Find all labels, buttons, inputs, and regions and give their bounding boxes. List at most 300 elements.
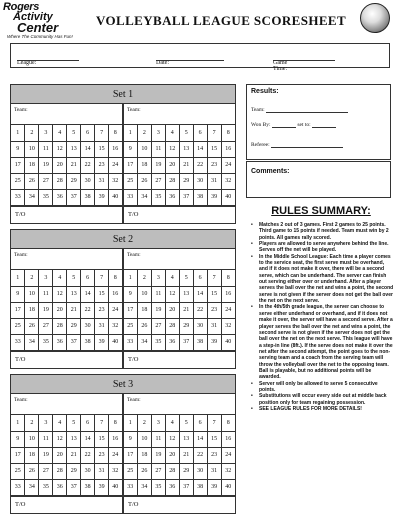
volleyball-icon [360, 3, 390, 33]
score-cell[interactable]: 19 [39, 302, 53, 318]
score-cell[interactable]: 26 [25, 463, 39, 479]
referee-field[interactable] [251, 142, 343, 148]
score-cell[interactable]: 25 [11, 173, 25, 189]
score-cell[interactable]: 16 [221, 141, 235, 157]
score-cell[interactable]: 21 [67, 447, 81, 463]
score-cell[interactable]: 7 [207, 415, 221, 431]
score-cell[interactable]: 38 [81, 479, 95, 495]
set-1-team-right[interactable]: Team: [127, 107, 141, 113]
score-cell[interactable]: 25 [124, 173, 138, 189]
score-cell[interactable]: 10 [137, 431, 151, 447]
score-row [124, 286, 236, 302]
score-cell[interactable]: 24 [221, 447, 235, 463]
score-cell[interactable]: 26 [137, 318, 151, 334]
score-cell[interactable]: 4 [165, 125, 179, 141]
score-cell[interactable]: 37 [67, 334, 81, 350]
score-cell[interactable]: 33 [124, 189, 138, 205]
score-cell[interactable]: 39 [95, 479, 109, 495]
score-cell[interactable]: 29 [67, 463, 81, 479]
won-by-label: Won By: [251, 122, 271, 128]
score-cell[interactable]: 22 [81, 302, 95, 318]
score-cell[interactable]: 35 [39, 189, 53, 205]
score-cell[interactable]: 35 [39, 479, 53, 495]
score-cell[interactable]: 28 [165, 318, 179, 334]
set-1-timeout-right[interactable]: T/O [128, 210, 139, 218]
score-cell[interactable]: 11 [39, 286, 53, 302]
score-cell[interactable]: 2 [137, 270, 151, 286]
score-cell[interactable]: 3 [39, 125, 53, 141]
score-cell[interactable]: 30 [193, 318, 207, 334]
score-cell[interactable]: 14 [81, 286, 95, 302]
score-cell[interactable]: 14 [193, 141, 207, 157]
score-cell[interactable]: 15 [95, 286, 109, 302]
score-cell[interactable]: 27 [39, 318, 53, 334]
score-cell[interactable]: 13 [179, 286, 193, 302]
score-cell[interactable]: 4 [53, 125, 67, 141]
score-cell[interactable]: 23 [95, 302, 109, 318]
league-label: League: [17, 60, 37, 66]
score-cell[interactable]: 34 [25, 189, 39, 205]
score-cell[interactable]: 19 [151, 157, 165, 173]
set-2-score-grid-right [124, 270, 236, 351]
score-cell[interactable]: 23 [95, 157, 109, 173]
score-cell[interactable]: 26 [137, 173, 151, 189]
referee-label: Referee: [251, 142, 270, 148]
score-cell[interactable]: 37 [179, 479, 193, 495]
score-cell[interactable]: 22 [193, 157, 207, 173]
score-cell[interactable]: 18 [25, 447, 39, 463]
results-won-by-field[interactable] [251, 122, 336, 128]
rule-item: • Players are allowed to serve anywhere behind the line. Serves off the net will be played. [250, 241, 394, 254]
score-cell[interactable]: 38 [193, 479, 207, 495]
score-cell[interactable]: 20 [165, 157, 179, 173]
score-cell[interactable]: 27 [39, 463, 53, 479]
score-cell[interactable]: 8 [109, 125, 123, 141]
score-cell[interactable]: 28 [165, 173, 179, 189]
date-input-line[interactable] [156, 60, 224, 61]
score-cell[interactable]: 17 [124, 302, 138, 318]
score-cell[interactable]: 8 [221, 415, 235, 431]
score-cell[interactable]: 20 [165, 302, 179, 318]
score-cell[interactable]: 40 [109, 479, 123, 495]
score-cell[interactable]: 2 [137, 415, 151, 431]
score-cell[interactable]: 9 [124, 286, 138, 302]
rule-item: • SEE LEAGUE RULES FOR MORE DETAILS! [250, 406, 394, 412]
score-row [11, 270, 123, 286]
score-cell[interactable]: 1 [124, 125, 138, 141]
score-cell[interactable]: 37 [67, 479, 81, 495]
set-3-team-right[interactable]: Team: [127, 397, 141, 403]
score-cell[interactable]: 11 [151, 431, 165, 447]
score-cell[interactable]: 34 [137, 334, 151, 350]
score-cell[interactable]: 35 [151, 479, 165, 495]
set-1-block [10, 84, 236, 224]
score-cell[interactable]: 11 [39, 431, 53, 447]
score-cell[interactable]: 28 [165, 463, 179, 479]
score-cell[interactable]: 11 [151, 286, 165, 302]
score-row [124, 318, 236, 334]
score-cell[interactable]: 3 [39, 270, 53, 286]
score-cell[interactable]: 34 [137, 479, 151, 495]
score-cell[interactable]: 3 [151, 270, 165, 286]
score-cell[interactable]: 2 [25, 270, 39, 286]
score-cell[interactable]: 18 [137, 447, 151, 463]
score-cell[interactable]: 34 [25, 479, 39, 495]
score-cell[interactable]: 30 [81, 318, 95, 334]
score-cell[interactable]: 38 [193, 189, 207, 205]
score-cell[interactable]: 38 [81, 189, 95, 205]
score-cell[interactable]: 29 [67, 173, 81, 189]
score-cell[interactable]: 13 [67, 141, 81, 157]
score-cell[interactable]: 10 [25, 286, 39, 302]
score-cell[interactable]: 18 [25, 157, 39, 173]
score-cell[interactable]: 29 [179, 173, 193, 189]
score-cell[interactable]: 39 [207, 189, 221, 205]
score-cell[interactable]: 30 [193, 173, 207, 189]
score-cell[interactable]: 8 [109, 415, 123, 431]
score-cell[interactable]: 36 [165, 479, 179, 495]
score-cell[interactable]: 33 [124, 334, 138, 350]
score-cell[interactable]: 20 [53, 302, 67, 318]
score-row [124, 157, 236, 173]
set-2-timeout-left[interactable]: T/O [11, 352, 124, 368]
score-cell[interactable]: 11 [151, 141, 165, 157]
score-cell[interactable]: 39 [95, 189, 109, 205]
league-input-line[interactable] [17, 60, 79, 61]
score-cell[interactable]: 31 [95, 318, 109, 334]
score-cell[interactable]: 21 [179, 157, 193, 173]
score-cell[interactable]: 15 [207, 286, 221, 302]
score-cell[interactable]: 40 [221, 189, 235, 205]
score-cell[interactable]: 29 [179, 463, 193, 479]
comments-box[interactable] [246, 161, 391, 198]
score-cell[interactable]: 27 [151, 318, 165, 334]
score-cell[interactable]: 2 [137, 125, 151, 141]
score-cell[interactable]: 24 [109, 302, 123, 318]
rule-item: • In the Middle School League: Each time a player comes to the service seat, the first serve must be overhand, and if it does not make it over, there will be a second serve, which can be underhand. The server can finish out serving either over or underhand. After a player serves the ball over the net and wins a point, the second serve is not given if the server does not get the ball over the net on the next serve. [250, 254, 394, 305]
score-cell[interactable]: 16 [109, 431, 123, 447]
score-cell[interactable]: 25 [11, 318, 25, 334]
set-3-team-row [11, 394, 235, 415]
score-cell[interactable]: 5 [67, 270, 81, 286]
score-cell[interactable]: 17 [11, 157, 25, 173]
score-cell[interactable]: 38 [193, 334, 207, 350]
score-cell[interactable]: 24 [221, 302, 235, 318]
score-cell[interactable]: 25 [124, 318, 138, 334]
set-1-score-grid-right [124, 125, 236, 206]
score-cell[interactable]: 6 [193, 415, 207, 431]
score-cell[interactable]: 26 [25, 173, 39, 189]
score-cell[interactable]: 22 [81, 447, 95, 463]
score-cell[interactable]: 12 [165, 141, 179, 157]
score-row [124, 141, 236, 157]
logo-tagline: Where The Community Has Fun! [7, 34, 73, 39]
score-cell[interactable]: 28 [53, 463, 67, 479]
score-cell[interactable]: 10 [25, 141, 39, 157]
score-cell[interactable]: 32 [109, 318, 123, 334]
score-cell[interactable]: 17 [124, 447, 138, 463]
score-cell[interactable]: 23 [207, 447, 221, 463]
sets-to-line[interactable] [312, 127, 336, 128]
score-row [124, 334, 236, 350]
score-cell[interactable]: 23 [207, 157, 221, 173]
set-1-team-left[interactable]: Team: [11, 104, 124, 124]
score-cell[interactable]: 15 [207, 431, 221, 447]
score-cell[interactable]: 27 [39, 173, 53, 189]
score-cell[interactable]: 7 [95, 415, 109, 431]
score-cell[interactable]: 30 [81, 463, 95, 479]
score-cell[interactable]: 21 [179, 447, 193, 463]
score-cell[interactable]: 33 [11, 334, 25, 350]
score-row [124, 173, 236, 189]
score-row [124, 447, 236, 463]
score-cell[interactable]: 6 [193, 270, 207, 286]
score-cell[interactable]: 17 [11, 447, 25, 463]
date-label: Date: [156, 60, 169, 66]
score-cell[interactable]: 15 [95, 141, 109, 157]
game-time-input-line[interactable] [273, 60, 335, 61]
score-cell[interactable]: 1 [124, 270, 138, 286]
score-cell[interactable]: 6 [193, 125, 207, 141]
score-cell[interactable]: 36 [53, 189, 67, 205]
set-1-timeout-left[interactable]: T/O [11, 207, 124, 223]
score-cell[interactable]: 32 [109, 463, 123, 479]
score-cell[interactable]: 7 [95, 125, 109, 141]
set-3-timeout-row [11, 496, 235, 513]
set-2-team-left[interactable]: Team: [11, 249, 124, 269]
score-row [11, 431, 123, 447]
score-cell[interactable]: 27 [151, 173, 165, 189]
set-3-team-left[interactable]: Team: [11, 394, 124, 414]
score-cell[interactable]: 33 [124, 479, 138, 495]
score-cell[interactable]: 6 [81, 415, 95, 431]
score-cell[interactable]: 7 [207, 270, 221, 286]
score-cell[interactable]: 17 [11, 302, 25, 318]
score-cell[interactable]: 16 [109, 286, 123, 302]
score-cell[interactable]: 33 [11, 189, 25, 205]
score-row [11, 415, 123, 431]
score-cell[interactable]: 32 [109, 173, 123, 189]
score-cell[interactable]: 20 [165, 447, 179, 463]
score-cell[interactable]: 4 [165, 415, 179, 431]
score-cell[interactable]: 1 [124, 415, 138, 431]
score-cell[interactable]: 23 [207, 302, 221, 318]
score-cell[interactable]: 16 [109, 141, 123, 157]
score-cell[interactable]: 39 [95, 334, 109, 350]
score-cell[interactable]: 8 [109, 270, 123, 286]
results-team-field[interactable] [251, 107, 348, 113]
score-cell[interactable]: 22 [81, 157, 95, 173]
score-cell[interactable]: 9 [11, 141, 25, 157]
score-cell[interactable]: 31 [207, 318, 221, 334]
set-3-timeout-right[interactable]: T/O [128, 500, 139, 508]
results-team-line[interactable] [266, 112, 348, 113]
score-cell[interactable]: 19 [39, 157, 53, 173]
score-cell[interactable]: 40 [221, 479, 235, 495]
score-cell[interactable]: 5 [67, 125, 81, 141]
score-cell[interactable]: 33 [11, 479, 25, 495]
referee-line[interactable] [271, 147, 343, 148]
score-cell[interactable]: 12 [165, 286, 179, 302]
score-row [11, 173, 123, 189]
score-cell[interactable]: 10 [25, 431, 39, 447]
score-cell[interactable]: 14 [81, 141, 95, 157]
score-cell[interactable]: 7 [95, 270, 109, 286]
score-cell[interactable]: 28 [53, 173, 67, 189]
score-cell[interactable]: 13 [179, 141, 193, 157]
score-cell[interactable]: 2 [25, 415, 39, 431]
score-cell[interactable]: 24 [109, 157, 123, 173]
set-3-timeout-left[interactable]: T/O [11, 497, 124, 513]
score-cell[interactable]: 12 [53, 141, 67, 157]
score-cell[interactable]: 2 [25, 125, 39, 141]
score-cell[interactable]: 9 [124, 141, 138, 157]
score-cell[interactable]: 9 [11, 286, 25, 302]
score-cell[interactable]: 31 [95, 173, 109, 189]
won-by-line[interactable] [272, 127, 296, 128]
score-cell[interactable]: 37 [179, 334, 193, 350]
score-cell[interactable]: 40 [109, 189, 123, 205]
score-row [11, 479, 123, 495]
score-cell[interactable]: 13 [67, 431, 81, 447]
score-cell[interactable]: 6 [81, 125, 95, 141]
score-cell[interactable]: 7 [207, 125, 221, 141]
score-cell[interactable]: 23 [95, 447, 109, 463]
score-cell[interactable]: 26 [25, 318, 39, 334]
score-cell[interactable]: 4 [53, 270, 67, 286]
score-cell[interactable]: 11 [39, 141, 53, 157]
score-cell[interactable]: 18 [137, 157, 151, 173]
score-cell[interactable]: 19 [151, 302, 165, 318]
score-cell[interactable]: 37 [67, 189, 81, 205]
score-cell[interactable]: 36 [165, 189, 179, 205]
score-cell[interactable]: 16 [221, 431, 235, 447]
score-cell[interactable]: 22 [193, 447, 207, 463]
score-cell[interactable]: 5 [179, 415, 193, 431]
score-cell[interactable]: 19 [151, 447, 165, 463]
score-cell[interactable]: 25 [11, 463, 25, 479]
score-cell[interactable]: 39 [207, 479, 221, 495]
score-cell[interactable]: 30 [81, 173, 95, 189]
score-cell[interactable]: 34 [137, 189, 151, 205]
score-cell[interactable]: 28 [53, 318, 67, 334]
score-cell[interactable]: 24 [221, 157, 235, 173]
score-cell[interactable]: 18 [25, 302, 39, 318]
score-cell[interactable]: 5 [179, 270, 193, 286]
score-cell[interactable]: 21 [67, 302, 81, 318]
score-cell[interactable]: 16 [221, 286, 235, 302]
score-cell[interactable]: 32 [221, 318, 235, 334]
score-cell[interactable]: 5 [179, 125, 193, 141]
score-cell[interactable]: 35 [151, 334, 165, 350]
score-cell[interactable]: 12 [165, 431, 179, 447]
score-cell[interactable]: 15 [95, 431, 109, 447]
score-row [124, 125, 236, 141]
score-row [124, 479, 236, 495]
score-cell[interactable]: 36 [53, 334, 67, 350]
score-cell[interactable]: 18 [137, 302, 151, 318]
score-cell[interactable]: 31 [95, 463, 109, 479]
score-cell[interactable]: 25 [124, 463, 138, 479]
set-2-team-right[interactable]: Team: [127, 252, 141, 258]
set-1-grids [11, 125, 235, 206]
score-cell[interactable]: 10 [137, 141, 151, 157]
score-cell[interactable]: 3 [39, 415, 53, 431]
score-cell[interactable]: 6 [81, 270, 95, 286]
score-cell[interactable]: 1 [11, 125, 25, 141]
score-cell[interactable]: 40 [109, 334, 123, 350]
score-cell[interactable]: 34 [25, 334, 39, 350]
score-cell[interactable]: 9 [124, 431, 138, 447]
score-cell[interactable]: 39 [207, 334, 221, 350]
score-cell[interactable]: 21 [67, 157, 81, 173]
score-cell[interactable]: 31 [207, 463, 221, 479]
score-row [11, 141, 123, 157]
score-cell[interactable]: 17 [124, 157, 138, 173]
score-cell[interactable]: 13 [179, 431, 193, 447]
set-3-title: Set 3 [11, 375, 235, 394]
score-cell[interactable]: 26 [137, 463, 151, 479]
score-cell[interactable]: 32 [221, 463, 235, 479]
score-cell[interactable]: 36 [165, 334, 179, 350]
score-cell[interactable]: 3 [151, 415, 165, 431]
score-cell[interactable]: 19 [39, 447, 53, 463]
set-1-timeout-row [11, 206, 235, 223]
score-cell[interactable]: 24 [109, 447, 123, 463]
set-2-timeout-row [11, 351, 235, 368]
score-cell[interactable]: 36 [53, 479, 67, 495]
score-cell[interactable]: 22 [193, 302, 207, 318]
score-cell[interactable]: 9 [11, 431, 25, 447]
score-cell[interactable]: 20 [53, 157, 67, 173]
score-cell[interactable]: 35 [39, 334, 53, 350]
score-cell[interactable]: 30 [193, 463, 207, 479]
score-cell[interactable]: 8 [221, 125, 235, 141]
score-cell[interactable]: 37 [179, 189, 193, 205]
set-2-timeout-right[interactable]: T/O [128, 355, 139, 363]
score-cell[interactable]: 21 [179, 302, 193, 318]
score-cell[interactable]: 1 [11, 270, 25, 286]
score-cell[interactable]: 4 [165, 270, 179, 286]
score-cell[interactable]: 14 [193, 286, 207, 302]
score-cell[interactable]: 31 [207, 173, 221, 189]
score-cell[interactable]: 4 [53, 415, 67, 431]
set-1-team-row [11, 104, 235, 125]
score-cell[interactable]: 40 [221, 334, 235, 350]
score-cell[interactable]: 14 [81, 431, 95, 447]
score-cell[interactable]: 32 [221, 173, 235, 189]
score-cell[interactable]: 38 [81, 334, 95, 350]
score-cell[interactable]: 15 [207, 141, 221, 157]
score-cell[interactable]: 20 [53, 447, 67, 463]
score-cell[interactable]: 8 [221, 270, 235, 286]
score-cell[interactable]: 35 [151, 189, 165, 205]
score-cell[interactable]: 14 [193, 431, 207, 447]
score-cell[interactable]: 13 [67, 286, 81, 302]
score-cell[interactable]: 10 [137, 286, 151, 302]
score-cell[interactable]: 1 [11, 415, 25, 431]
score-row [11, 334, 123, 350]
score-cell[interactable]: 12 [53, 286, 67, 302]
rules-summary-title: RULES SUMMARY: [271, 205, 371, 217]
score-cell[interactable]: 29 [179, 318, 193, 334]
score-cell[interactable]: 12 [53, 431, 67, 447]
score-row [11, 463, 123, 479]
score-cell[interactable]: 5 [67, 415, 81, 431]
score-cell[interactable]: 29 [67, 318, 81, 334]
score-cell[interactable]: 27 [151, 463, 165, 479]
score-cell[interactable]: 3 [151, 125, 165, 141]
